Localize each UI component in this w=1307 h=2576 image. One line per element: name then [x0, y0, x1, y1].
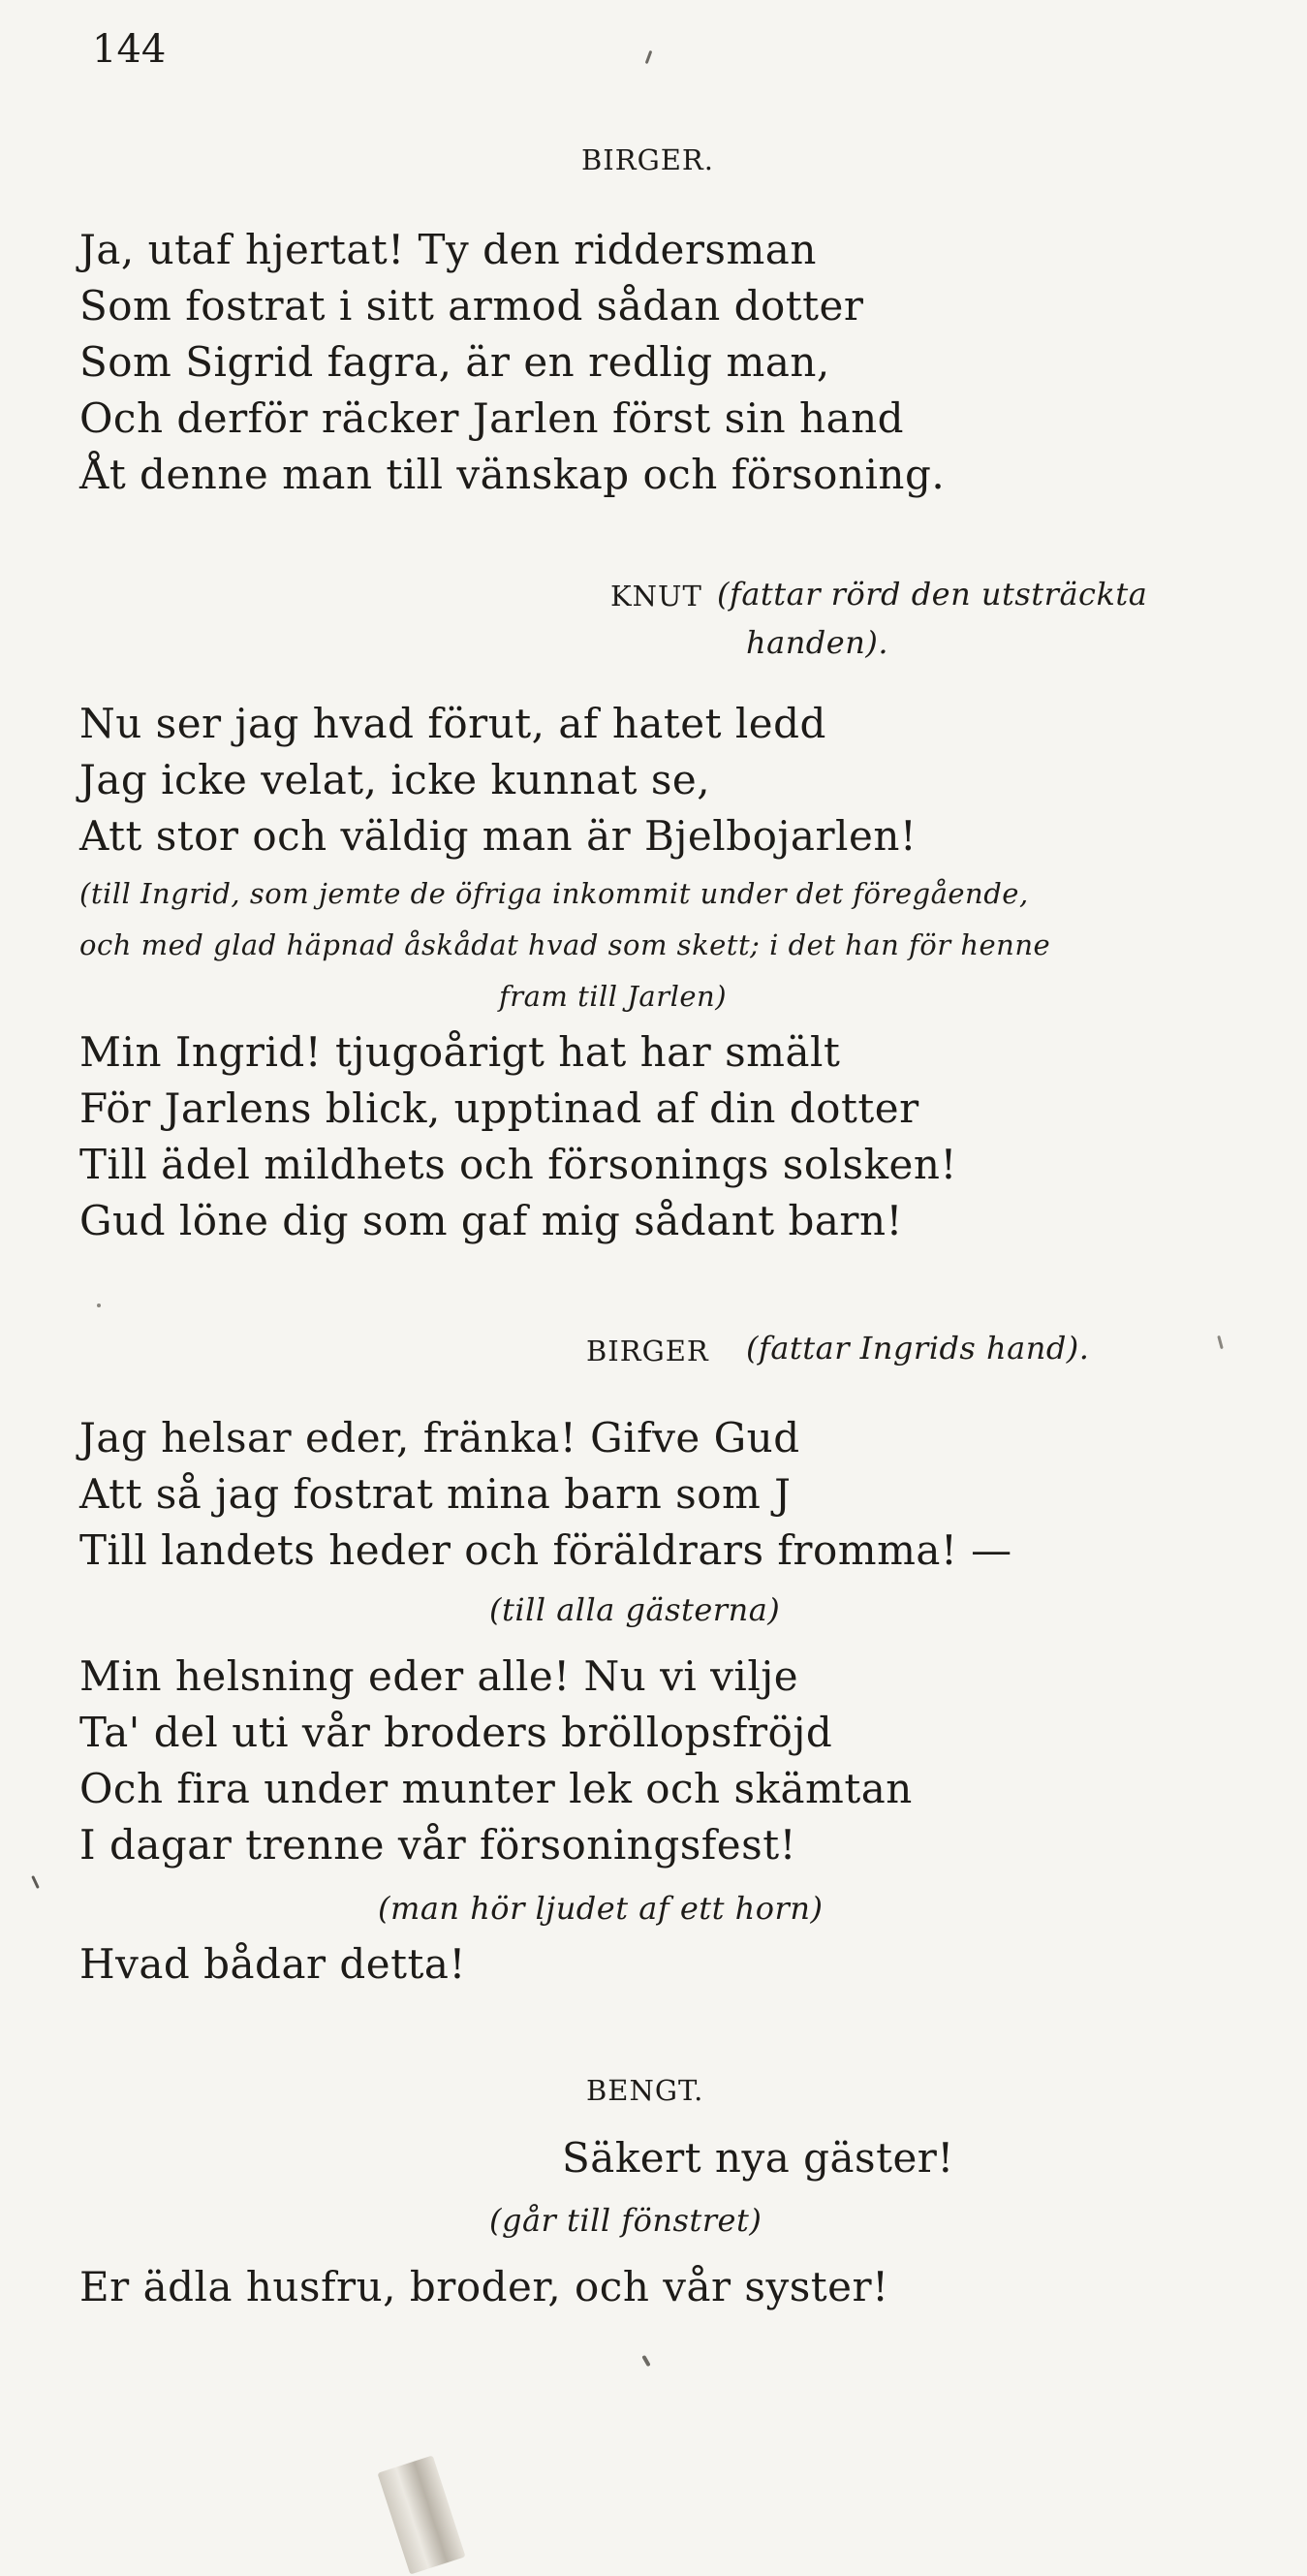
stage-direction: och med glad häpnad åskådat hvad som skett; i det han för henne: [79, 928, 1051, 961]
verse-line: Hvad bådar detta!: [79, 1940, 466, 1988]
verse-line: Er ädla husfru, broder, och vår syster!: [79, 2263, 889, 2310]
stage-direction: (till Ingrid, som jemte de öfriga inkommit under det föregående,: [79, 877, 1029, 910]
speaker-name: BIRGER: [586, 1335, 709, 1367]
stage-direction: (fattar rörd den utsträckta: [717, 576, 1148, 613]
verse-line: Min helsning eder alle! Nu vi vilje: [79, 1652, 799, 1700]
stage-direction: (fattar Ingrids hand).: [746, 1330, 1090, 1367]
stage-direction: (man hör ljudet af ett horn): [378, 1890, 824, 1927]
verse-line: Åt denne man till vänskap och försoning.: [79, 451, 946, 498]
speaker-name: BENGT.: [586, 2074, 704, 2107]
verse-line: För Jarlens blick, upptinad af din dotter: [79, 1084, 919, 1132]
page-number: 144: [92, 27, 167, 72]
verse-line: Ta' del uti vår broders bröllopsfröjd: [79, 1709, 833, 1756]
verse-line: Att stor och väldig man är Bjelbojarlen!: [79, 812, 918, 860]
scan-speck: [641, 2355, 650, 2367]
verse-line: I dagar trenne vår försoningsfest!: [79, 1821, 796, 1869]
verse-line: Jag helsar eder, fränka! Gifve Gud: [79, 1414, 800, 1461]
stage-direction: (går till fönstret): [489, 2202, 762, 2239]
scan-speck: [97, 1304, 101, 1307]
scan-speck: [1217, 1335, 1224, 1349]
scan-speck: [645, 50, 653, 64]
verse-line: Som fostrat i sitt armod sådan dotter: [79, 282, 864, 330]
verse-line: Och fira under munter lek och skämtan: [79, 1765, 913, 1812]
verse-line: Säkert nya gäster!: [562, 2134, 954, 2182]
verse-line: Gud löne dig som gaf mig sådant barn!: [79, 1197, 903, 1244]
verse-line: Jag icke velat, icke kunnat se,: [79, 756, 711, 803]
verse-line: Att så jag fostrat mina barn som J: [79, 1470, 792, 1518]
scan-artifact-mark: [377, 2455, 465, 2574]
verse-line: Ja, utaf hjertat! Ty den riddersman: [79, 226, 817, 273]
speaker-name: BIRGER.: [581, 143, 714, 176]
verse-line: Som Sigrid fagra, är en redlig man,: [79, 338, 830, 386]
verse-line: Till ädel mildhets och försonings solsken!: [79, 1141, 957, 1188]
stage-direction: fram till Jarlen): [499, 980, 728, 1013]
scan-speck: [31, 1875, 40, 1889]
speaker-name: KNUT: [610, 580, 702, 613]
stage-direction: handen).: [746, 624, 888, 661]
verse-line: Min Ingrid! tjugoårigt hat har smält: [79, 1028, 841, 1076]
stage-direction: (till alla gästerna): [489, 1591, 781, 1628]
verse-line: Till landets heder och föräldrars fromma! —: [79, 1526, 1012, 1574]
verse-line: Och derför räcker Jarlen först sin hand: [79, 394, 905, 442]
verse-line: Nu ser jag hvad förut, af hatet ledd: [79, 700, 826, 747]
